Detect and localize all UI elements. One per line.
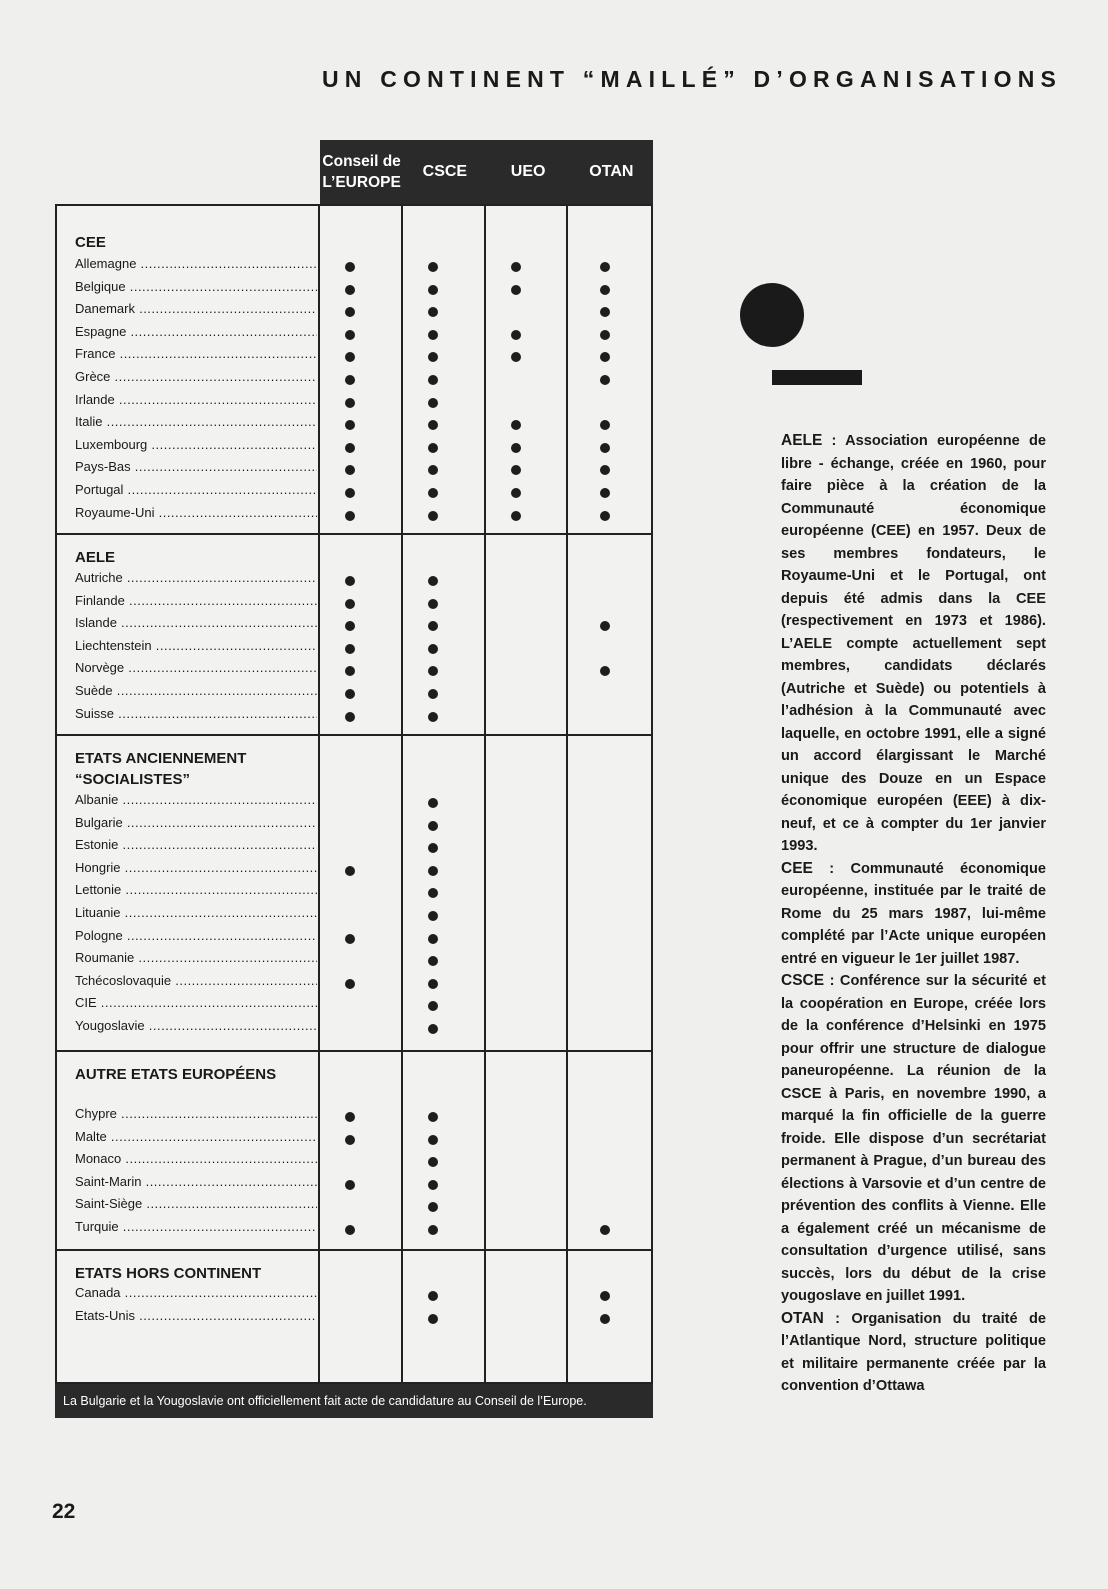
membership-dot xyxy=(600,488,610,498)
membership-dot xyxy=(345,621,355,631)
membership-dot xyxy=(428,644,438,654)
table-row xyxy=(75,1285,317,1308)
country-name: Suisse ..... xyxy=(75,706,317,721)
table-row xyxy=(75,570,317,593)
membership-dot xyxy=(428,443,438,453)
glossary-entry xyxy=(781,430,1046,858)
column-header-conseil: Conseil de L’EUROPE xyxy=(322,153,401,191)
table-row xyxy=(75,615,317,638)
membership-dot xyxy=(345,979,355,989)
membership-dot xyxy=(600,330,610,340)
section-title: AELE xyxy=(75,549,116,566)
table-row xyxy=(75,369,317,392)
membership-dot xyxy=(428,262,438,272)
country-name: Yougoslavie ..... xyxy=(75,1018,317,1033)
column-divider xyxy=(484,206,486,1382)
membership-dot xyxy=(428,1157,438,1167)
country-name: Estonie ..... xyxy=(75,837,317,852)
country-name: Hongrie ..... xyxy=(75,860,317,875)
membership-dot xyxy=(345,689,355,699)
membership-dot xyxy=(345,352,355,362)
membership-dot xyxy=(428,285,438,295)
section-divider xyxy=(57,533,651,535)
country-name: Chypre ..... xyxy=(75,1106,317,1121)
country-name: Lettonie ..... xyxy=(75,882,317,897)
membership-dot xyxy=(600,375,610,385)
country-name: Allemagne ..... xyxy=(75,256,317,271)
membership-dot xyxy=(428,1225,438,1235)
country-name: Lituanie ..... xyxy=(75,905,317,920)
membership-dot xyxy=(600,443,610,453)
table-row xyxy=(75,660,317,683)
membership-dot xyxy=(511,488,521,498)
membership-dot xyxy=(428,1024,438,1034)
membership-dot xyxy=(345,330,355,340)
membership-dot xyxy=(428,888,438,898)
section-title: ETATS ANCIENNEMENT “SOCIALISTES” xyxy=(75,750,247,788)
glossary-term: AELE xyxy=(781,432,823,449)
table-row xyxy=(75,792,317,815)
membership-dot xyxy=(345,420,355,430)
membership-dot xyxy=(600,511,610,521)
country-name: Grèce ..... xyxy=(75,369,317,384)
membership-dot xyxy=(428,1291,438,1301)
membership-dot xyxy=(345,488,355,498)
table-row xyxy=(75,905,317,928)
membership-dot xyxy=(511,330,521,340)
membership-dot xyxy=(600,307,610,317)
country-name: CIE ..... xyxy=(75,995,317,1010)
membership-dot xyxy=(428,1135,438,1145)
membership-dot xyxy=(345,398,355,408)
membership-dot xyxy=(428,821,438,831)
column-divider xyxy=(566,206,568,1382)
membership-dot xyxy=(428,934,438,944)
country-name: Norvège ..... xyxy=(75,660,317,675)
country-name: Espagne ..... xyxy=(75,324,317,339)
membership-dot xyxy=(600,262,610,272)
glossary-term: CSCE xyxy=(781,972,825,989)
membership-dot xyxy=(345,1135,355,1145)
table-row xyxy=(75,638,317,661)
country-name: Islande ..... xyxy=(75,615,317,630)
membership-dot xyxy=(428,511,438,521)
country-name: Portugal ..... xyxy=(75,482,317,497)
membership-dot xyxy=(428,330,438,340)
membership-dot xyxy=(600,1225,610,1235)
country-name: Finlande ..... xyxy=(75,593,317,608)
membership-dot xyxy=(511,465,521,475)
membership-dot xyxy=(428,956,438,966)
membership-dot xyxy=(600,420,610,430)
membership-dot xyxy=(600,1291,610,1301)
country-name: Autriche ..... xyxy=(75,570,317,585)
membership-dot xyxy=(511,511,521,521)
country-name: Albanie ..... xyxy=(75,792,317,807)
country-name: Saint-Siège ..... xyxy=(75,1196,317,1211)
membership-dot xyxy=(511,420,521,430)
membership-dot xyxy=(345,443,355,453)
membership-dot xyxy=(428,307,438,317)
membership-dot xyxy=(428,420,438,430)
column-header-ueo: UEO xyxy=(510,163,546,181)
glossary xyxy=(781,430,1046,1398)
country-name: Monaco ..... xyxy=(75,1151,317,1166)
membership-dot xyxy=(511,285,521,295)
table-row xyxy=(75,1308,317,1331)
table-row xyxy=(75,683,317,706)
table-row xyxy=(75,1219,317,1242)
membership-dot xyxy=(345,262,355,272)
membership-dot xyxy=(511,443,521,453)
membership-dot xyxy=(600,285,610,295)
membership-dot xyxy=(428,465,438,475)
table-row xyxy=(75,459,317,482)
membership-dot xyxy=(600,1314,610,1324)
table-row xyxy=(75,301,317,324)
decorative-circle xyxy=(740,283,804,347)
table-row xyxy=(75,1129,317,1152)
membership-dot xyxy=(428,666,438,676)
table-row xyxy=(75,973,317,996)
section-divider xyxy=(57,1249,651,1251)
table-row xyxy=(75,882,317,905)
decorative-bar xyxy=(772,370,862,385)
country-name: Belgique ..... xyxy=(75,279,317,294)
country-name: Royaume-Uni ..... xyxy=(75,505,317,520)
membership-dot xyxy=(428,1180,438,1190)
country-name: Malte ..... xyxy=(75,1129,317,1144)
membership-dot xyxy=(345,1180,355,1190)
membership-dot xyxy=(345,599,355,609)
table-row xyxy=(75,1196,317,1219)
membership-dot xyxy=(345,666,355,676)
table-row xyxy=(75,815,317,838)
table-row xyxy=(75,256,317,279)
country-name: Danemark ..... xyxy=(75,301,317,316)
membership-dot xyxy=(428,911,438,921)
section-divider xyxy=(57,1050,651,1052)
membership-dot xyxy=(428,599,438,609)
column-header-otan: OTAN xyxy=(589,163,634,181)
membership-dot xyxy=(345,511,355,521)
membership-dot xyxy=(428,398,438,408)
footnote: La Bulgarie et la Yougoslavie ont officiellement fait acte de candidature au Conseil de l’Europe. xyxy=(55,1384,653,1418)
membership-dot xyxy=(428,798,438,808)
membership-dot xyxy=(345,934,355,944)
table-row xyxy=(75,1018,317,1041)
country-name: Tchécoslovaquie ..... xyxy=(75,973,317,988)
glossary-entry xyxy=(781,858,1046,971)
table-row xyxy=(75,392,317,415)
membership-dot xyxy=(345,576,355,586)
membership-dot xyxy=(600,465,610,475)
section-title: ETATS HORS CONTINENT xyxy=(75,1265,262,1282)
page-title: UN CONTINENT “MAILLÉ” D’ORGANISATIONS xyxy=(322,66,1063,92)
table-row xyxy=(75,346,317,369)
country-name: Pays-Bas ..... xyxy=(75,459,317,474)
glossary-term: OTAN xyxy=(781,1309,824,1327)
membership-dot xyxy=(345,375,355,385)
membership-dot xyxy=(345,644,355,654)
country-name: Turquie ..... xyxy=(75,1219,317,1234)
table-row xyxy=(75,505,317,528)
column-divider xyxy=(401,206,403,1382)
table-row xyxy=(75,706,317,729)
glossary-definition: : Conférence sur la sécurité et la coopération en Europe, créée lors de la conférence d’Helsinki en 1975 pour offrir une structure de dialogue paneuropéenne. La réunion de la CSCE à Paris, en novembre 1990, a marqué la fin officielle de la guerre froide. Elle dispose d’un secrétariat permanent à Prague, d’un bureau des élections à Varsovie et d’un centre de prévention des conflits à Vienne. Elle a également créé un mécanisme de consultation d’urgence utilisé, sans succès, lors du début de la crise yougoslave en juillet 1991. xyxy=(781,973,1046,1304)
table-row xyxy=(75,279,317,302)
membership-dot xyxy=(428,1202,438,1212)
glossary-definition: : Association européenne de libre - échange, créée en 1960, pour faire pièce à la création de la Communauté économique européenne (CEE) en 1957. Deux de ses membres fondateurs, le Royaume-Uni et le Portugal, ont depuis été admis dans la CEE (respectivement en 1973 et 1986). L’AELE compte actuellement sept membres, candidats déclarés (Autriche et Suède) ou potentiels à l’adhésion à la Communauté avec laquelle, en octobre 1991, elle a signé un accord élargissant le Marché unique des Douze en un Espace économique européen (EEE) à dix-neuf, et ce à compter du 1er janvier 1993. xyxy=(781,433,1046,854)
membership-dot xyxy=(345,712,355,722)
country-name: Pologne ..... xyxy=(75,928,317,943)
country-name: Roumanie ..... xyxy=(75,950,317,965)
table-row xyxy=(75,1151,317,1174)
membership-dot xyxy=(428,375,438,385)
membership-dot xyxy=(428,1314,438,1324)
glossary-definition: : Organisation du traité de l’Atlantique Nord, structure politique et militaire permanente créée par la convention d’Ottawa xyxy=(781,1310,1046,1394)
glossary-entry xyxy=(781,970,1046,1308)
membership-dot xyxy=(428,1001,438,1011)
section-divider xyxy=(57,734,651,736)
membership-dot xyxy=(428,352,438,362)
membership-dot xyxy=(345,1225,355,1235)
membership-dot xyxy=(428,1112,438,1122)
membership-dot xyxy=(345,866,355,876)
table-row xyxy=(75,928,317,951)
membership-dot xyxy=(600,621,610,631)
membership-dot xyxy=(428,689,438,699)
table-row xyxy=(75,324,317,347)
membership-dot xyxy=(428,979,438,989)
country-name: France ..... xyxy=(75,346,317,361)
column-divider xyxy=(318,206,320,1382)
country-name: Luxembourg ..... xyxy=(75,437,317,452)
membership-dot xyxy=(428,712,438,722)
glossary-definition: : Communauté économique européenne, instituée par le traité de Rome du 25 mars 1987, lui-même complété par l’Acte unique européen entré en vigueur le 1er juillet 1987. xyxy=(781,860,1046,967)
membership-dot xyxy=(600,352,610,362)
table-row xyxy=(75,482,317,505)
column-header-bar xyxy=(320,140,653,205)
country-name: Canada ..... xyxy=(75,1285,317,1300)
table-row xyxy=(75,860,317,883)
country-name: Bulgarie ..... xyxy=(75,815,317,830)
membership-dot xyxy=(511,262,521,272)
country-name: Saint-Marin ..... xyxy=(75,1174,317,1189)
membership-dot xyxy=(345,285,355,295)
section-title: AUTRE ETATS EUROPÉENS xyxy=(75,1066,277,1083)
column-header-csce: CSCE xyxy=(422,163,468,181)
country-name: Irlande ..... xyxy=(75,392,317,407)
country-name: Etats-Unis ..... xyxy=(75,1308,317,1323)
membership-dot xyxy=(600,666,610,676)
membership-dot xyxy=(345,1112,355,1122)
glossary-term: CEE xyxy=(781,859,813,877)
membership-dot xyxy=(428,488,438,498)
membership-dot xyxy=(428,621,438,631)
table-row xyxy=(75,414,317,437)
table-row xyxy=(75,995,317,1018)
membership-dot xyxy=(428,843,438,853)
section-title: CEE xyxy=(75,234,106,251)
membership-dot xyxy=(428,866,438,876)
glossary-entry xyxy=(781,1308,1046,1398)
table-row xyxy=(75,950,317,973)
table-row xyxy=(75,1174,317,1197)
membership-dot xyxy=(345,307,355,317)
table-row xyxy=(75,437,317,460)
page-number: 22 xyxy=(52,1500,76,1523)
country-name: Liechtenstein ..... xyxy=(75,638,317,653)
country-name: Italie ..... xyxy=(75,414,317,429)
table-row xyxy=(75,837,317,860)
membership-table xyxy=(55,204,653,1384)
membership-dot xyxy=(428,576,438,586)
table-row xyxy=(75,593,317,616)
table-row xyxy=(75,1106,317,1129)
country-name: Suède ..... xyxy=(75,683,317,698)
membership-dot xyxy=(345,465,355,475)
membership-dot xyxy=(511,352,521,362)
